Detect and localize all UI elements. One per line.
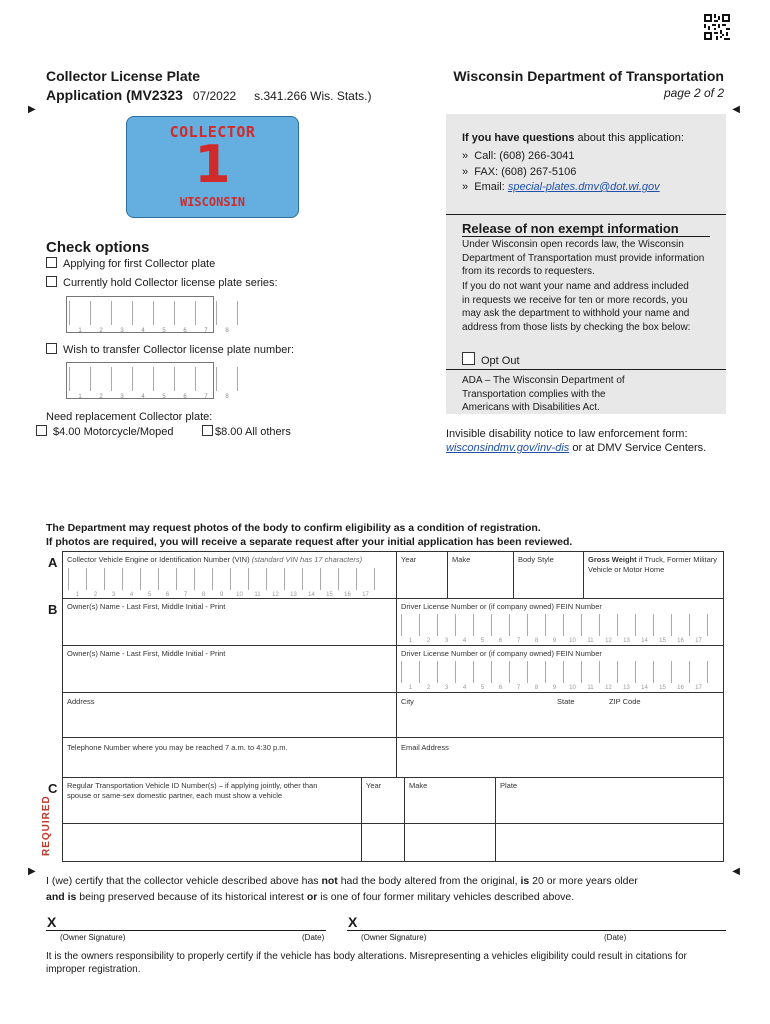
opt-out-checkbox[interactable]: [462, 352, 475, 365]
c-plate-label: Plate: [500, 781, 518, 790]
photo-notice: [46, 521, 572, 549]
certify-part-4: being preserved because of its historical interest: [76, 891, 307, 903]
signature-line-1[interactable]: [46, 930, 326, 931]
digit-index: 16: [677, 685, 684, 691]
digit-cell[interactable]: [437, 614, 455, 644]
digit-index: 5: [480, 638, 485, 644]
series-number-box[interactable]: [66, 296, 229, 334]
email-label: Email:: [474, 181, 505, 193]
digit-cell[interactable]: [230, 568, 248, 598]
c-make-label: Make: [409, 781, 428, 790]
email-link[interactable]: special-plates.dmv@dot.wi.gov: [507, 181, 660, 193]
digit-cell[interactable]: [284, 568, 302, 598]
digit-cell[interactable]: [437, 661, 455, 691]
digit-cell[interactable]: [545, 614, 563, 644]
gross-weight-bold: Gross Weight: [588, 555, 637, 564]
ada-statement: ADA – The Wisconsin Department of Transportation complies with the Americans with Disabilities Act.: [462, 375, 625, 413]
digit-cell[interactable]: [176, 568, 194, 598]
body-style-field[interactable]: [513, 551, 584, 599]
contact-call: [462, 149, 660, 165]
others-label: $8.00 All others: [215, 426, 291, 438]
digit-index: 14: [308, 592, 315, 598]
digit-cell[interactable]: [401, 661, 419, 691]
digit-cell[interactable]: [248, 568, 266, 598]
address-field[interactable]: [62, 692, 397, 738]
digit-cell[interactable]: [86, 568, 104, 598]
make-field[interactable]: [447, 551, 514, 599]
certify-part-3: 20 or more years older: [529, 875, 638, 887]
plate-bottom-text: WISCONSIN: [179, 195, 246, 209]
city-label: City: [401, 697, 414, 706]
address-label: Address: [67, 697, 95, 706]
digit-cell[interactable]: [509, 661, 527, 691]
vin-field[interactable]: [62, 551, 397, 599]
qr-code: [704, 14, 730, 40]
digit-index: 7: [516, 638, 521, 644]
digit-index: 5: [480, 685, 485, 691]
option-moto[interactable]: [36, 425, 173, 438]
fax-text: FAX: (608) 267-5106: [474, 165, 577, 178]
disability-notice: [446, 427, 706, 455]
release-title: Release of non exempt information: [462, 221, 679, 236]
plate-top-text: COLLECTOR: [169, 123, 256, 141]
regular-vehicle-id-field[interactable]: [62, 777, 362, 824]
digit-index: 13: [623, 638, 630, 644]
owner-name-1-field[interactable]: [62, 598, 397, 646]
digit-cell[interactable]: [174, 301, 195, 334]
digit-cell[interactable]: [635, 614, 653, 644]
digit-cell[interactable]: [69, 301, 90, 334]
digit-index: 3: [120, 394, 124, 400]
contact-email: [462, 180, 660, 196]
digit-index: 8: [534, 638, 539, 644]
transfer-digit-cells[interactable]: [69, 367, 238, 400]
bullet-icon: »: [462, 181, 469, 193]
digit-cell[interactable]: [563, 614, 581, 644]
dl-number-1-field[interactable]: [396, 598, 724, 646]
opt-out-label: Opt Out: [481, 355, 520, 367]
digit-index: 12: [605, 638, 612, 644]
digit-cell[interactable]: [68, 568, 86, 598]
digit-index: 14: [641, 638, 648, 644]
owner-signature-label-2: (Owner Signature): [361, 933, 427, 942]
digit-cell[interactable]: [473, 614, 491, 644]
digit-index: 11: [587, 638, 594, 644]
digit-cell[interactable]: [132, 301, 153, 334]
questions-bold: If you have questions: [462, 132, 575, 144]
digit-index: 2: [99, 394, 103, 400]
digit-cell[interactable]: [599, 614, 617, 644]
moto-checkbox[interactable]: [36, 425, 47, 436]
digit-cell[interactable]: [153, 301, 174, 334]
questions-intro: [462, 132, 684, 144]
digit-index: 4: [129, 592, 134, 598]
option-current-series[interactable]: [46, 276, 278, 289]
digit-cell[interactable]: [563, 661, 581, 691]
option-first-plate[interactable]: [46, 257, 215, 270]
current-series-label: Currently hold Collector license plate series:: [63, 277, 278, 289]
digit-cell[interactable]: [122, 568, 140, 598]
footer-disclaimer: It is the owners responsibility to properly certify if the vehicle has body alterations. Misrepresenting a vehicles eligibility could result in citations for improper registration.: [46, 951, 687, 975]
digit-index: 8: [225, 328, 229, 334]
digit-index: 4: [141, 394, 145, 400]
year-field[interactable]: [396, 551, 448, 599]
digit-index: 14: [641, 685, 648, 691]
digit-index: 1: [78, 394, 82, 400]
series-digit-cells[interactable]: [69, 301, 238, 334]
digit-index: 15: [659, 685, 666, 691]
year-label: Year: [401, 555, 417, 564]
digit-index: 8: [534, 685, 539, 691]
moto-label: $4.00 Motorcycle/Moped: [53, 426, 174, 438]
option-others[interactable]: [202, 425, 291, 438]
phone-label: Telephone Number where you may be reached 7 a.m. to 4:30 p.m.: [67, 743, 288, 752]
digit-index: 5: [162, 328, 166, 334]
digit-index: 8: [201, 592, 206, 598]
signature-x-2: X: [348, 914, 358, 930]
transfer-number-box[interactable]: [66, 362, 229, 400]
notice-link[interactable]: wisconsindmv.gov/inv-dis: [446, 442, 570, 454]
c-year-field-2[interactable]: [361, 823, 405, 862]
others-checkbox[interactable]: [202, 425, 213, 436]
digit-index: 10: [236, 592, 243, 598]
digit-index: 6: [498, 685, 503, 691]
digit-cell[interactable]: [216, 367, 238, 400]
digit-cell[interactable]: [153, 367, 174, 400]
digit-cell[interactable]: [111, 367, 132, 400]
digit-index: 7: [204, 394, 208, 400]
form-number: MV2323: [130, 87, 183, 103]
transfer-checkbox[interactable]: [46, 343, 57, 354]
digit-cell[interactable]: [401, 614, 419, 644]
digit-index: 6: [183, 394, 187, 400]
vin-digit-cells[interactable]: [68, 568, 375, 598]
certify-part-1: I (we) certify that the collector vehicle described above has: [46, 875, 322, 887]
form-date: 07/2022: [192, 89, 237, 103]
digit-index: 17: [695, 685, 702, 691]
section-c-letter: C: [48, 781, 58, 796]
body-style-label: Body Style: [518, 555, 554, 564]
first-plate-checkbox[interactable]: [46, 257, 57, 268]
option-transfer[interactable]: [46, 343, 294, 356]
signature-line-2[interactable]: [347, 930, 726, 931]
digit-index: 3: [120, 328, 124, 334]
certify-part-5: is one of four former military vehicles described above.: [317, 891, 575, 903]
release-paragraph-2: If you do not want your name and address included in requests we receive for ten or more records, you may ask the department to withhold your name and address from those lists by checking the box below:: [462, 281, 691, 333]
digit-cell[interactable]: [140, 568, 158, 598]
agency-name: Wisconsin Department of Transportation: [453, 68, 724, 84]
c-plate-field-2[interactable]: [495, 823, 724, 862]
c-plate-field[interactable]: [495, 777, 724, 824]
digit-cell[interactable]: [216, 301, 238, 334]
digit-cell[interactable]: [194, 568, 212, 598]
digit-index: 9: [552, 685, 557, 691]
signature-x-1: X: [47, 914, 57, 930]
digit-cell[interactable]: [491, 661, 509, 691]
divider: [446, 369, 726, 370]
digit-index: 5: [147, 592, 152, 598]
arrow-left-icon: ◀: [732, 866, 740, 877]
digit-cell[interactable]: [419, 661, 437, 691]
digit-index: 16: [677, 638, 684, 644]
divider: [446, 214, 726, 215]
digit-cell[interactable]: [527, 661, 545, 691]
notice-line-2-rest: or at DMV Service Centers.: [569, 442, 707, 454]
email-label: Email Address: [401, 743, 449, 752]
digit-index: 17: [695, 638, 702, 644]
arrow-right-icon: ▶: [28, 866, 36, 877]
bullet-icon: »: [462, 150, 469, 162]
digit-index: 12: [605, 685, 612, 691]
plate-number: 1: [194, 135, 231, 195]
digit-cell[interactable]: [653, 661, 671, 691]
digit-cell[interactable]: [689, 614, 708, 644]
digit-cell[interactable]: [111, 301, 132, 334]
vin-label-text: Collector Vehicle Engine or Identification Number (VIN): [67, 555, 250, 564]
digit-index: 7: [204, 328, 208, 334]
digit-cell[interactable]: [491, 614, 509, 644]
digit-cell[interactable]: [69, 367, 90, 400]
digit-cell[interactable]: [527, 614, 545, 644]
questions-rest: about this application:: [574, 132, 684, 144]
contact-list: [462, 149, 660, 196]
digit-cell[interactable]: [104, 568, 122, 598]
date-label-2: (Date): [604, 933, 627, 942]
digit-index: 15: [326, 592, 333, 598]
certify-not: not: [321, 875, 338, 887]
digit-cell[interactable]: [195, 367, 216, 400]
digit-index: 8: [225, 394, 229, 400]
digit-cell[interactable]: [473, 661, 491, 691]
c-year-field[interactable]: [361, 777, 405, 824]
digit-cell[interactable]: [356, 568, 375, 598]
first-plate-label: Applying for first Collector plate: [63, 258, 216, 270]
section-b-letter: B: [48, 602, 58, 617]
digit-cell[interactable]: [195, 301, 216, 334]
digit-index: 2: [99, 328, 103, 334]
owner-name-2-label: Owner(s) Name - Last First, Middle Initial - Print: [67, 649, 226, 658]
c-make-field[interactable]: [404, 777, 496, 824]
digit-index: 4: [462, 638, 467, 644]
digit-index: 1: [75, 592, 80, 598]
digit-index: 4: [141, 328, 145, 334]
digit-cell[interactable]: [302, 568, 320, 598]
digit-cell[interactable]: [635, 661, 653, 691]
make-label: Make: [452, 555, 471, 564]
digit-index: 11: [587, 685, 594, 691]
digit-index: 3: [111, 592, 116, 598]
phone-field[interactable]: [62, 737, 397, 778]
arrow-right-icon: ▶: [28, 104, 36, 115]
digit-index: 5: [162, 394, 166, 400]
certification-statement: [46, 873, 726, 905]
digit-index: 3: [444, 638, 449, 644]
digit-index: 3: [444, 685, 449, 691]
owner-name-2-field[interactable]: [62, 645, 397, 693]
notice-line-2: [446, 441, 706, 455]
c-year-label: Year: [366, 781, 382, 790]
digit-index: 17: [362, 592, 369, 598]
gross-weight-field[interactable]: [583, 551, 724, 599]
digit-cell[interactable]: [419, 614, 437, 644]
c-make-field-2[interactable]: [404, 823, 496, 862]
dl-1-digit-cells[interactable]: [401, 614, 708, 644]
digit-index: 10: [569, 685, 576, 691]
photo-notice-line-1: The Department may request photos of the body to confirm eligibility as a condition of registration.: [46, 522, 541, 534]
check-options-title: Check options: [46, 239, 150, 256]
state-label: State: [557, 697, 575, 706]
digit-index: 1: [408, 685, 413, 691]
digit-cell[interactable]: [266, 568, 284, 598]
vin-label: [67, 555, 362, 564]
collector-plate-image: [126, 116, 299, 218]
digit-index: 6: [165, 592, 170, 598]
certify-is: is: [520, 875, 530, 887]
form-title: Collector License Plate: [46, 68, 201, 84]
digit-cell[interactable]: [158, 568, 176, 598]
replacement-label: Need replacement Collector plate:: [46, 411, 213, 423]
digit-cell[interactable]: [509, 614, 527, 644]
digit-cell[interactable]: [671, 614, 689, 644]
gross-weight-rest: if Truck, Former Military Vehicle or Motor Home: [588, 555, 718, 574]
digit-index: 1: [78, 328, 82, 334]
certify-part-2: had the body altered from the original,: [337, 875, 521, 887]
digit-index: 6: [498, 638, 503, 644]
dl-number-1-label: Driver License Number or (if company owned) FEIN Number: [401, 602, 602, 611]
arrow-left-icon: ◀: [732, 104, 740, 115]
certify-or: or: [306, 891, 318, 903]
digit-cell[interactable]: [545, 661, 563, 691]
digit-index: 13: [290, 592, 297, 598]
call-text: Call: (608) 266-3041: [474, 150, 575, 162]
digit-cell[interactable]: [455, 661, 473, 691]
digit-cell[interactable]: [320, 568, 338, 598]
dl-2-digit-cells[interactable]: [401, 661, 708, 691]
digit-cell[interactable]: [90, 301, 111, 334]
digit-index: 15: [659, 638, 666, 644]
statute: s.341.266 Wis. Stats.): [254, 89, 372, 103]
photo-notice-line-2: If photos are required, you will receive a separate request after your initial application has been reviewed.: [46, 536, 573, 548]
transfer-label: Wish to transfer Collector license plate number:: [63, 344, 295, 356]
date-label-1: (Date): [302, 933, 325, 942]
bullet-icon: »: [462, 165, 469, 178]
digit-cell[interactable]: [671, 661, 689, 691]
form-subtitle: [46, 87, 372, 103]
digit-cell[interactable]: [90, 367, 111, 400]
digit-index: 10: [569, 638, 576, 644]
digit-index: 12: [272, 592, 279, 598]
section-a-letter: A: [48, 555, 58, 570]
digit-cell[interactable]: [174, 367, 195, 400]
digit-index: 7: [516, 685, 521, 691]
digit-cell[interactable]: [338, 568, 356, 598]
owner-name-1-label: Owner(s) Name - Last First, Middle Initial - Print: [67, 602, 226, 611]
digit-cell[interactable]: [653, 614, 671, 644]
dl-number-2-label: Driver License Number or (if company owned) FEIN Number: [401, 649, 602, 658]
digit-cell[interactable]: [581, 614, 599, 644]
subtitle-application: Application (: [46, 87, 131, 103]
digit-index: 1: [408, 638, 413, 644]
required-label: REQUIRED: [41, 795, 52, 856]
owner-signature-label-1: (Owner Signature): [60, 933, 126, 942]
opt-out-option[interactable]: [462, 352, 520, 367]
regular-vehicle-id-label: Regular Transportation Vehicle ID Number(s) – if applying jointly, other than spouse or same-sex domestic partner, each must show a vehicle: [67, 781, 318, 800]
current-series-checkbox[interactable]: [46, 276, 57, 287]
gross-weight-label: [588, 555, 718, 575]
city-state-zip-field[interactable]: [396, 692, 724, 738]
digit-cell[interactable]: [212, 568, 230, 598]
digit-cell[interactable]: [689, 661, 708, 691]
digit-index: 6: [183, 328, 187, 334]
digit-index: 2: [426, 638, 431, 644]
certify-and-is: and is: [46, 891, 77, 903]
release-paragraph-1: Under Wisconsin open records law, the Wisconsin Department of Transportation must provide information from its records to requesters.: [462, 239, 705, 277]
vin-note: (standard VIN has 17 characters): [251, 555, 363, 564]
regular-vehicle-id-field-2[interactable]: [62, 823, 362, 862]
digit-index: 9: [219, 592, 224, 598]
contact-fax: [462, 165, 660, 181]
digit-index: 16: [344, 592, 351, 598]
digit-index: 11: [254, 592, 261, 598]
digit-cell[interactable]: [599, 661, 617, 691]
digit-cell[interactable]: [455, 614, 473, 644]
digit-index: 13: [623, 685, 630, 691]
digit-cell[interactable]: [617, 661, 635, 691]
digit-index: 7: [183, 592, 188, 598]
zip-label: ZIP Code: [609, 697, 641, 706]
page-number: page 2 of 2: [663, 86, 724, 100]
digit-cell[interactable]: [132, 367, 153, 400]
digit-cell[interactable]: [581, 661, 599, 691]
email-field[interactable]: [396, 737, 724, 778]
digit-index: 9: [552, 638, 557, 644]
digit-index: 2: [426, 685, 431, 691]
release-divider: [462, 236, 710, 237]
dl-number-2-field[interactable]: [396, 645, 724, 693]
notice-line-1: Invisible disability notice to law enforcement form:: [446, 428, 688, 440]
digit-cell[interactable]: [617, 614, 635, 644]
digit-index: 2: [93, 592, 98, 598]
digit-index: 4: [462, 685, 467, 691]
